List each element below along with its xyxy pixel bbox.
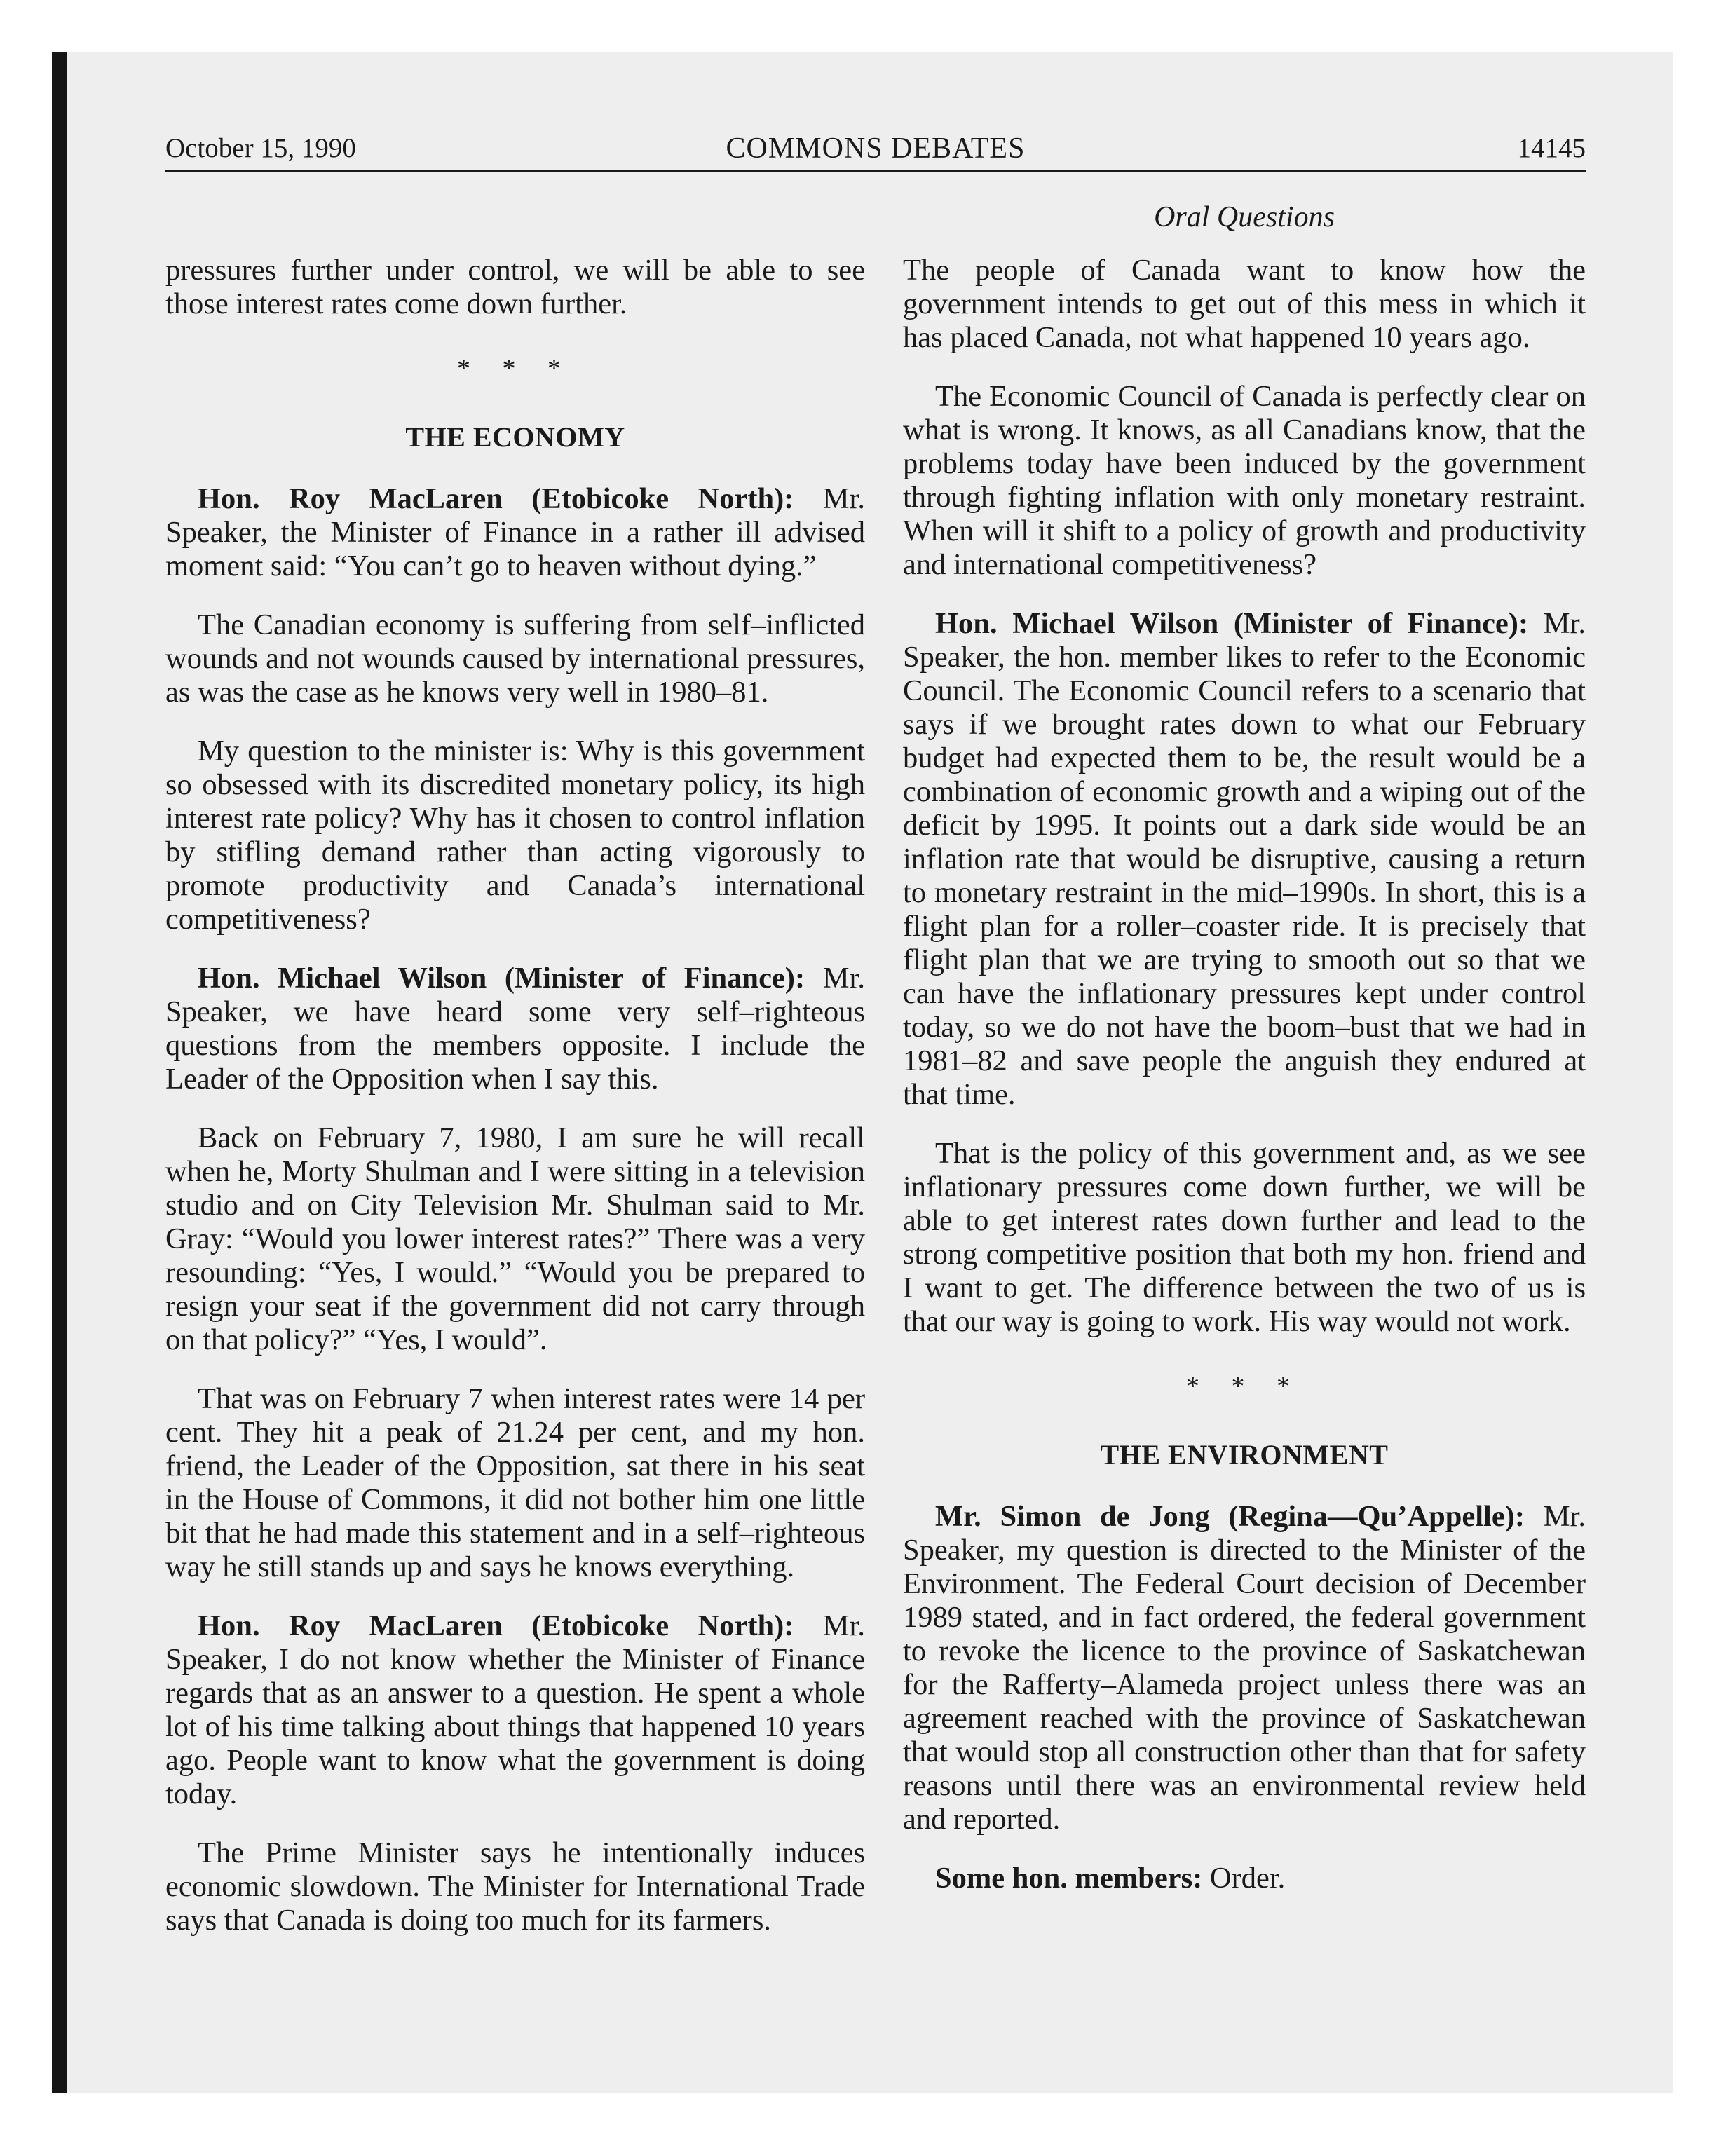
paragraph	[903, 607, 1586, 1112]
section-subheader: Oral Questions	[1154, 201, 1335, 233]
speech-text: Mr. Speaker, my question is directed to the Minister of the Environment. The Federal Court decision of December 1989 stated, and in fact ordered, the federal government to revoke the licence to the province of Saskatchewan for the Rafferty–Alameda project unless there was an agreement reached with the province of Saskatchewan that would stop all construction other than that for safety reasons until there was an environmental review held and reported.	[903, 1500, 1586, 1836]
paragraph	[165, 962, 865, 1096]
speech-text: Mr. Speaker, I do not know whether the Minister of Finance regards that as an answer to a question. He spent a whole lot of his time talking about things that happened 10 years ago. People want to know what the government is doing today.	[165, 1609, 865, 1810]
right-column	[903, 254, 1586, 1920]
speech-text: Mr. Speaker, we have heard some very self–righteous questions from the members opposite. I include the Leader of the Opposition when I say this.	[165, 962, 865, 1096]
scan-border	[52, 52, 67, 2093]
header-rule	[165, 170, 1586, 172]
speaker-name: Mr. Simon de Jong (Regina—Qu’Appelle):	[935, 1500, 1525, 1533]
paragraph: Back on February 7, 1980, I am sure he will recall when he, Morty Shulman and I were sitting in a television studio and on City Television Mr. Shulman said to Mr. Gray: “Would you lower interest rates?” There was a very resounding: “Yes, I would.” “Would you be prepared to resign your seat if the government did not carry through on that policy?” “Yes, I would”.	[165, 1121, 865, 1356]
paragraph: pressures further under control, we will be able to see those interest rates come down further.	[165, 254, 865, 320]
paragraph: My question to the minister is: Why is this government so obsessed with its discredited monetary policy, its high interest rate policy? Why has it chosen to control inflation by stifling demand rather than acting vigorously to promote productivity and Canada’s international competitiveness?	[165, 735, 865, 936]
paragraph: That was on February 7 when interest rates were 14 per cent. They hit a peak of 21.24 per cent, and my hon. friend, the Leader of the Opposition, sat there in his seat in the House of Commons, it did not bother him one little bit that he had made this statement and in a self–righteous way he still stands up and says he knows everything.	[165, 1382, 865, 1583]
header-title: COMMONS DEBATES	[726, 132, 1026, 165]
speaker-name: Hon. Roy MacLaren (Etobicoke North):	[198, 482, 794, 515]
paragraph: That is the policy of this government and, as we see inflationary pressures come down further, we will be able to get interest rates down further and lead to the strong competitive position that both my hon. friend and I want to get. The difference between the two of us is that our way is going to work. His way would not work.	[903, 1137, 1586, 1338]
paragraph: The Canadian economy is suffering from self–inflicted wounds and not wounds caused by international pressures, as was the case as he knows very well in 1980–81.	[165, 608, 865, 709]
speaker-name: Some hon. members:	[935, 1862, 1203, 1895]
paragraph	[165, 482, 865, 583]
section-separator: * * *	[1186, 1372, 1302, 1401]
speaker-name: Hon. Roy MacLaren (Etobicoke North):	[198, 1609, 794, 1642]
paragraph: The people of Canada want to know how the government intends to get out of this mess in which it has placed Canada, not what happened 10 years ago.	[903, 254, 1586, 354]
paragraph	[903, 1500, 1586, 1836]
section-heading-economy: THE ECONOMY	[405, 421, 625, 453]
page-number: 14145	[1517, 133, 1586, 163]
paragraph: The Economic Council of Canada is perfectly clear on what is wrong. It knows, as all Canadians know, that the problems today have been induced by the government through fighting inflation with only monetary restraint. When will it shift to a policy of growth and productivity and international competitiveness?	[903, 380, 1586, 581]
speech-text: Mr. Speaker, the hon. member likes to refer to the Economic Council. The Economic Council refers to a scenario that says if we brought rates down to what our February budget had expected them to be, the result would be a combination of economic growth and a wiping out of the deficit by 1995. It points out a dark side would be an inflation rate that would be disruptive, causing a return to monetary restraint in the mid–1990s. In short, this is a flight plan for a roller–coaster ride. It is precisely that flight plan that we are trying to smooth out so that we can have the inflationary pressures kept under control today, so we do not have the boom–bust that we had in 1981–82 and save people the anguish they endured at that time.	[903, 607, 1586, 1111]
header-date: October 15, 1990	[165, 133, 356, 163]
speech-text: Mr. Speaker, the Minister of Finance in a rather ill advised moment said: “You can’t go to heaven without dying.”	[165, 482, 865, 582]
section-separator: * * *	[457, 354, 573, 383]
paragraph: The Prime Minister says he intentionally induces economic slowdown. The Minister for International Trade says that Canada is doing too much for its farmers.	[165, 1836, 865, 1937]
paragraph	[903, 1862, 1586, 1895]
section-heading-environment: THE ENVIRONMENT	[1100, 1439, 1389, 1471]
left-column	[165, 254, 865, 1963]
page-header	[165, 126, 1586, 171]
speech-text: Order.	[1202, 1862, 1286, 1895]
speaker-name: Hon. Michael Wilson (Minister of Finance):	[198, 962, 805, 995]
speaker-name: Hon. Michael Wilson (Minister of Finance):	[935, 607, 1529, 640]
paragraph	[165, 1609, 865, 1811]
